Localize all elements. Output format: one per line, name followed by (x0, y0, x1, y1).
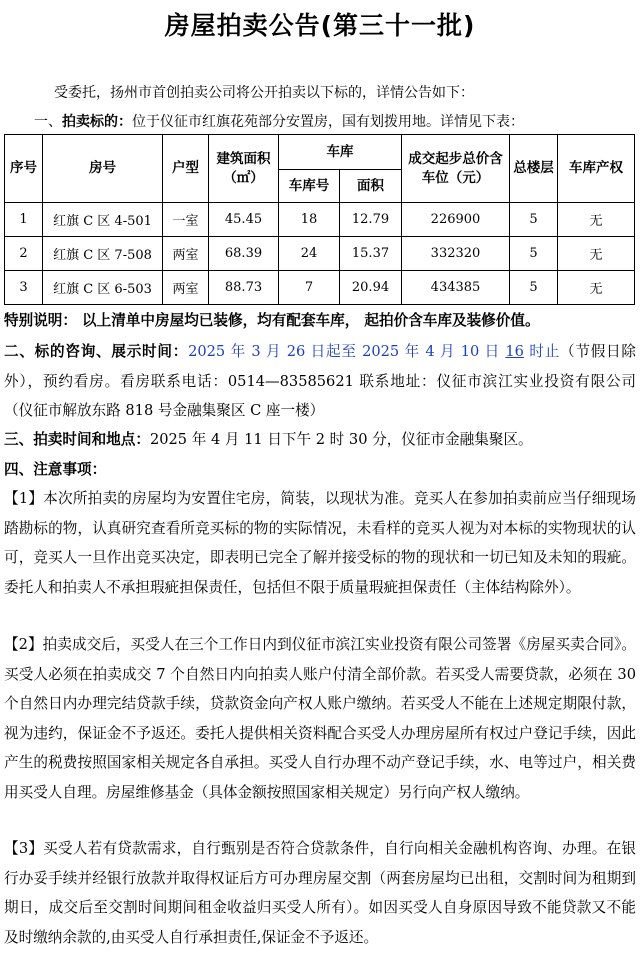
cell-price: 332320 (402, 237, 510, 271)
cell-garage-area: 15.37 (340, 237, 402, 271)
cell-house-no: 红旗 C 区 4-501 (43, 203, 163, 237)
header-area: 建筑面积（㎡） (209, 135, 279, 203)
section-2-time-end: 时止 (523, 343, 561, 360)
header-seq: 序号 (5, 135, 43, 203)
cell-garage-right: 无 (558, 271, 635, 305)
cell-type: 两室 (163, 237, 209, 271)
section-2 (4, 337, 636, 426)
page-title: 房屋拍卖公告(第三十一批) (164, 11, 476, 40)
cell-garage-right: 无 (558, 237, 635, 271)
section-1 (34, 111, 524, 131)
table-row (5, 203, 635, 237)
cell-floors: 5 (510, 237, 558, 271)
special-note: 特别说明： 以上清单中房屋均已装修，均有配套车库， 起拍价含车库及装修价值。 (4, 312, 540, 329)
cell-seq: 3 (5, 271, 43, 305)
section-1-text: 位于仪征市红旗花苑部分安置房，国有划拨用地。详情见下表： (132, 114, 524, 130)
table-row (5, 237, 635, 271)
section-2-time-start: 2025 年 3 月 26 日起至 2025 年 4 月 10 日 (188, 343, 506, 360)
section-2-label: 二、标的咨询、展示时间： (4, 343, 189, 360)
cell-garage-area: 12.79 (340, 203, 402, 237)
cell-area: 45.45 (209, 203, 279, 237)
section-1-prefix: 一、 (34, 114, 62, 130)
lots-table (4, 134, 635, 305)
section-1-label: 拍卖标的： (62, 114, 132, 130)
cell-area: 88.73 (209, 271, 279, 305)
table-row (5, 271, 635, 305)
header-garage-no: 车库号 (279, 170, 340, 203)
section-3 (4, 425, 636, 455)
notice-item-1: 【1】本次所拍卖的房屋均为安置住宅房，简装，以现状为准。竞买人在参加拍卖前应当仔细现场踏勘标的物，认真研究查看所竞买标的物的实际情况，未看样的竞买人视为对本标的实物现状的认可，竞买人一旦作出竞买决定，即表明已完全了解并接受标的物的现状和一切已知及未知的瑕疵。委托人和拍卖人不承担瑕疵担保责任，包括但不限于质量瑕疵担保责任（主体结构除外）。 (4, 490, 636, 596)
section-2-text: （节假日除外），预约看房。看房联系电话：0514—83585621 联系地址：仪征市滨江实业投资有限公司（仪征市解放东路 818 号金融集聚区 C 座一楼） (4, 343, 636, 420)
section-3-text: 2025 年 4 月 11 日下午 2 时 30 分，仪征市金融集聚区。 (149, 431, 533, 448)
cell-seq: 1 (5, 203, 43, 237)
cell-garage-no: 24 (279, 237, 340, 271)
section-4-label: 四、注意事项： (4, 461, 107, 478)
cell-house-no: 红旗 C 区 7-508 (43, 237, 163, 271)
cell-garage-no: 7 (279, 271, 340, 305)
section-2-time-hour[interactable]: 16 (505, 343, 524, 360)
notice-item-3: 【3】买受人若有贷款需求，自行甄别是否符合贷款条件，自行向相关金融机构咨询、办理。在银行办妥手续并经银行放款并取得权证后方可办理房屋交割（两套房屋均已出租，交割时间为租期到期日，成交后至交割时间期间租金收益归买受人所有）。如因买受人自身原因导致不能贷款又不能及时缴纳余款的,由买受人自行承担责任,保证金不予返还。 (4, 840, 636, 946)
header-floors: 总楼层 (510, 135, 558, 203)
cell-garage-area: 20.94 (340, 271, 402, 305)
cell-house-no: 红旗 C 区 6-503 (43, 271, 163, 305)
section-3-label: 三、拍卖时间和地点： (4, 431, 150, 448)
cell-price: 226900 (402, 203, 510, 237)
cell-price: 434385 (402, 271, 510, 305)
cell-type: 两室 (163, 271, 209, 305)
cell-garage-no: 18 (279, 203, 340, 237)
header-garage: 车库 (279, 135, 402, 170)
cell-seq: 2 (5, 237, 43, 271)
header-house-no: 房号 (43, 135, 163, 203)
header-price: 成交起步总价含车位（元） (402, 135, 510, 203)
cell-floors: 5 (510, 203, 558, 237)
notice-item-2: 【2】拍卖成交后，买受人在三个工作日内到仪征市滨江实业投资有限公司签署《房屋买卖合同》。买受人必须在拍卖成交 7 个自然日内向拍卖人账户付清全部价款。若买受人需要贷款，必须在 30 个自然日内办理完结贷款手续，贷款资金向产权人账户缴纳。若买受人不能在上述规定期限付款，视为违约，保证金不予返还。委托人提供相关资料配合买受人办理房屋所有权过户登记手续，因此产生的税费按照国家相关规定各自承担。买受人自行办理不动产登记手续，水、电等过户，相关费用买受人自理。房屋维修基金（具体金额按照国家相关规定）另行向产权人缴纳。 (4, 636, 636, 801)
header-garage-area: 面积 (340, 170, 402, 203)
cell-garage-right: 无 (558, 203, 635, 237)
cell-type: 一室 (163, 203, 209, 237)
header-garage-right: 车库产权 (558, 135, 635, 203)
cell-floors: 5 (510, 271, 558, 305)
header-type: 户型 (163, 135, 209, 203)
intro-text: 受委托，扬州市首创拍卖公司将公开拍卖以下标的，详情公告如下： (54, 85, 474, 101)
cell-area: 68.39 (209, 237, 279, 271)
